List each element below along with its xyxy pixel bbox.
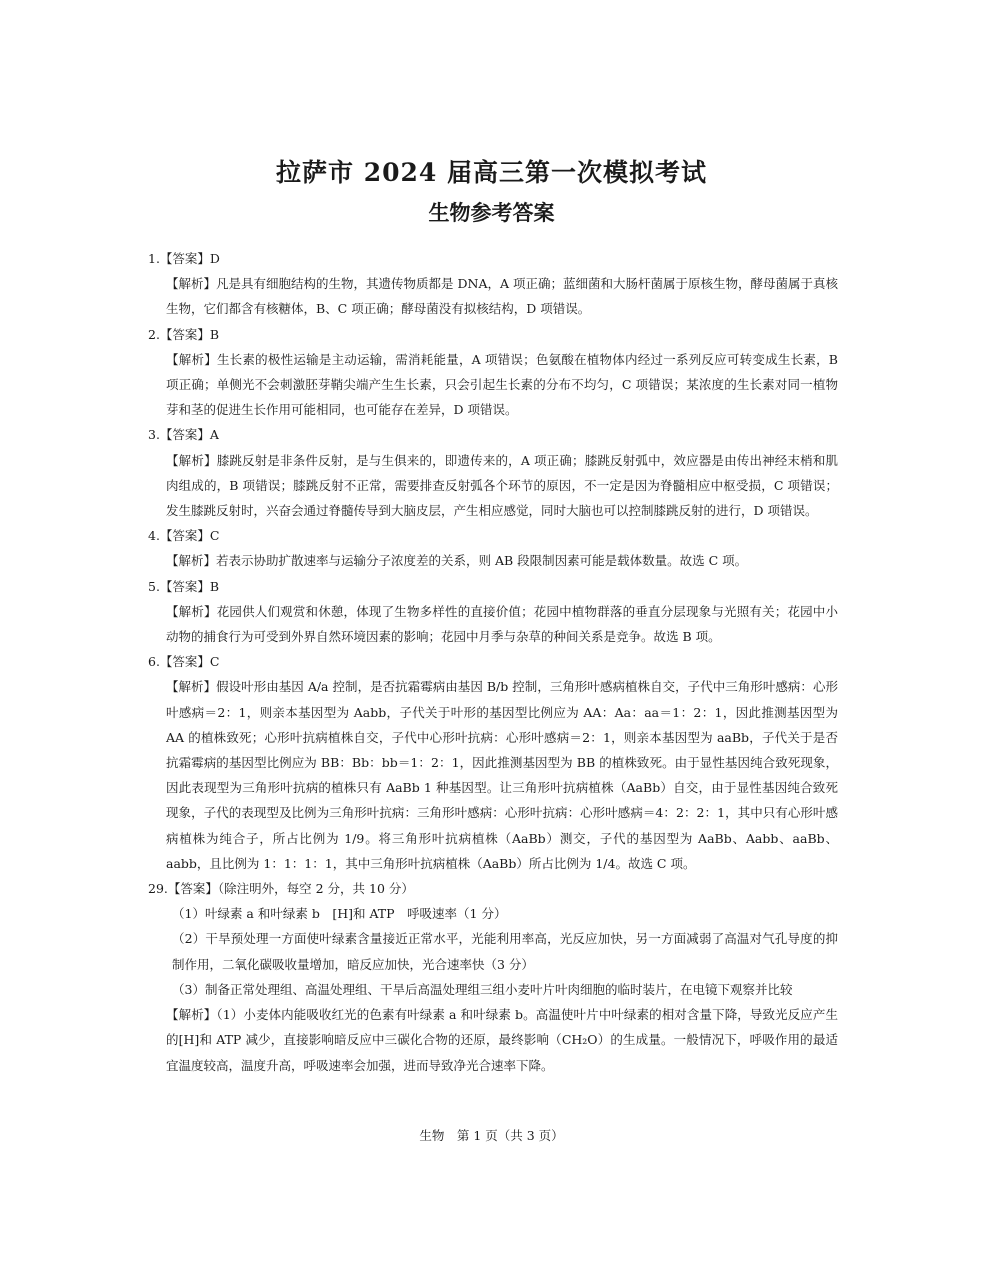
- explanation: 【解析】生长素的极性运输是主动运输，需消耗能量，A 项错误；色氨酸在植物体内经过一系列反应可转变成生长素，B 项正确；单侧光不会刺激胚芽鞘尖端产生生长素，只会引起生长素的分布不均匀，C 项错误；某浓度的生长素对同一植物芽和茎的促进生长作用可能相同，也可能存在差异，D 项错误。: [166, 351, 838, 418]
- page-footer: 生物 第 1 页（共 3 页）: [419, 1128, 564, 1143]
- question-1: [148, 246, 838, 322]
- explanation: 【解析】假设叶形由基因 A/a 控制，是否抗霜霉病由基因 B/b 控制，三角形叶感病植株自交，子代中三角形叶感病：心形叶感病＝2：1，则亲本基因型为 Aabb，子代关于叶形的基因型比例应为 AA：Aa：aa＝1：2：1，因此推测基因型为 AA 的植株致死；心形叶抗病植株自交，子代中心形叶抗病：心形叶感病＝2：1，则亲本基因型为 aaBb，子代关于是否抗霜霉病的基因型比例应为 BB：Bb：bb＝1：2：1，因此推测基因型为 BB 的植株致死。由于显性基因纯合致死现象，因此表现型为三角形叶抗病的植株只有 AaBb 1 种基因型。让三角形叶抗病植株（AaBb）自交，由于显性基因纯合致死现象，子代的表现型及比例为三角形叶抗病：三角形叶感病：心形叶抗病：心形叶感病＝4：2：2：1，其中只有心形叶感病植株为纯合子，所占比例为 1/9。将三角形叶抗病植株（AaBb）测交，子代的基因型为 AaBb、Aabb、aaBb、aabb，且比例为 1：1：1：1，其中三角形叶抗病植株（AaBb）所占比例为 1/4。故选 C 项。: [166, 679, 838, 871]
- answer-line: 2.【答案】B: [148, 326, 220, 342]
- page-title: 拉萨市 2024 届高三第一次模拟考试: [276, 158, 707, 187]
- answer-line: 6.【答案】C: [148, 654, 220, 670]
- explanation: 【解析】若表示协助扩散速率与运输分子浓度差的关系，则 AB 段限制因素可能是载体数量。故选 C 项。: [166, 553, 748, 569]
- answer-content: [148, 246, 838, 1078]
- answer-line: 29.【答案】（除注明外，每空 2 分，共 10 分）: [148, 881, 414, 897]
- page-subtitle: 生物参考答案: [428, 201, 555, 225]
- answer-line: 3.【答案】A: [148, 427, 219, 443]
- question-6: [148, 649, 838, 876]
- explanation: 【解析】膝跳反射是非条件反射，是与生俱来的，即遗传来的，A 项正确；膝跳反射弧中，效应器是由传出神经末梢和肌肉组成的，B 项错误；膝跳反射不正常，需要排查反射弧各个环节的原因，不一定是因为脊髓相应中枢受损，C 项错误；发生膝跳反射时，兴奋会通过脊髓传导到大脑皮层，产生相应感觉，同时大脑也可以控制膝跳反射的进行，D 项错误。: [166, 452, 838, 519]
- answer-part-1: （1）叶绿素 a 和叶绿素 b [H]和 ATP 呼吸速率（1 分）: [172, 906, 507, 922]
- explanation: 【解析】花园供人们观赏和休憩，体现了生物多样性的直接价值；花园中植物群落的垂直分层现象与光照有关；花园中小动物的捕食行为可受到外界自然环境因素的影响；花园中月季与杂草的种间关系是竞争。故选 B 项。: [166, 603, 838, 645]
- question-3: [148, 422, 838, 523]
- explanation: 【解析】凡是具有细胞结构的生物，其遗传物质都是 DNA，A 项正确；蓝细菌和大肠杆菌属于原核生物，酵母菌属于真核生物，它们都含有核糖体，B、C 项正确；酵母菌没有拟核结构，D 项错误。: [166, 276, 838, 317]
- question-29: [148, 876, 838, 1078]
- question-4: [148, 523, 838, 573]
- answer-part-2: （2）干旱预处理一方面使叶绿素含量接近正常水平，光能利用率高，光反应加快，另一方面减弱了高温对气孔导度的抑制作用，二氧化碳吸收量增加，暗反应加快，光合速率快（3 分）: [172, 931, 838, 972]
- answer-line: 4.【答案】C: [148, 528, 220, 544]
- explanation: 【解析】（1）小麦体内能吸收红光的色素有叶绿素 a 和叶绿素 b。高温使叶片中叶绿素的相对含量下降，导致光反应产生的[H]和 ATP 减少，直接影响暗反应中三碳化合物的还原，最终影响（CH₂O）的生成量。一般情况下，呼吸作用的最适宜温度较高，温度升高，呼吸速率会加强，进而导致净光合速率下降。: [166, 1007, 838, 1073]
- answer-line: 1.【答案】D: [148, 251, 220, 266]
- question-5: [148, 574, 838, 650]
- question-2: [148, 322, 838, 423]
- answer-part-3: （3）制备正常处理组、高温处理组、干旱后高温处理组三组小麦叶片叶肉细胞的临时装片，在电镜下观察并比较: [172, 981, 793, 997]
- answer-line: 5.【答案】B: [148, 578, 220, 594]
